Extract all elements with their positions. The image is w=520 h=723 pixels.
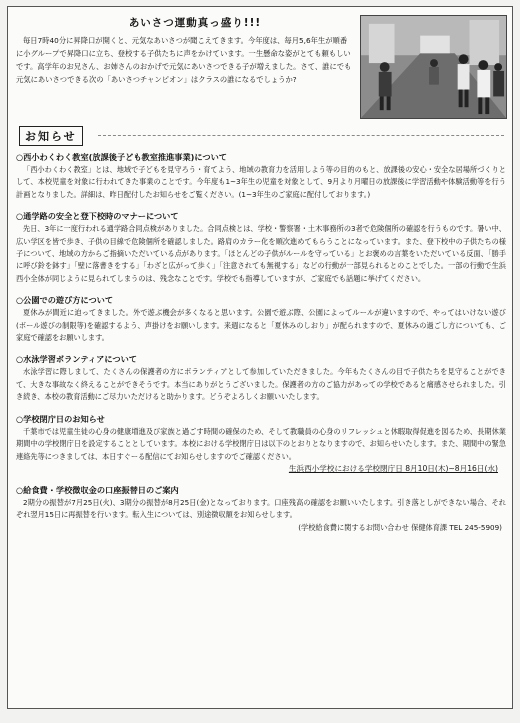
notice-title: ○西小わくわく教室(放課後子ども教室推進事業)について: [16, 152, 227, 162]
students-greeting-image: [361, 16, 506, 118]
notice-body: 千葉市では児童生徒の心身の健康増進及び家族と過ごす時間の確保のため、そして教職員の心身のリフレッシュと休暇取得促進を図るため、長期休業期間中の学校閉庁日を設定することとしています。本校における学校閉庁日は以下のとおりとなりますので、お知らせいたします。また、期間中の緊急連絡先等につきましては、本日すぐーる配信にてお知らせしますのでご確認ください。: [16, 426, 506, 461]
notices-list: [16, 151, 506, 543]
notice-body: 夏休みが間近に迫ってきました。外で遊ぶ機会が多くなると思います。公園で遊ぶ際、公園によってルールが違いますので、やってはいけない遊び(ボール遊びの制限等)を確認するよう、声掛けをお願いします。来週になると「夏休みのしおり」が配られますので、夏休みの過ごし方についても、ご家庭で確認をお願いします。: [16, 308, 506, 343]
notices-divider: [98, 135, 504, 136]
notices-heading: お知らせ: [19, 126, 83, 146]
notice-title: ○通学路の安全と登下校時のマナーについて: [16, 211, 179, 222]
notice-title: ○学校閉庁日のお知らせ: [16, 413, 105, 424]
greeting-body: 毎日7時40分に昇降口が開くと、元気なあいさつが聞こえてきます。今年度は、毎月5,6年生が順番に小グループで昇降口に立ち、登校する子供たちに声をかけています。一生懸命な姿がとても頼もしいです。高学年のお兄さん、お姉さんのおかげで元気にあいさつできる子が増えました。さて、誰にでも元気にあいさつできる次の「あいさつチャンピオン」はクラスの誰になるでしょうか?: [16, 36, 352, 84]
notice-park-play: [16, 294, 506, 344]
lunch-fee-contact: (学校給食費に関するお問い合わせ 保健体育課 TEL 245-5909): [298, 522, 502, 532]
notice-school-route: [16, 210, 506, 285]
notice-afterschool-class: [16, 151, 506, 201]
notice-body: 先日、3年に一度行われる通学路合同点検がありました。合同点検とは、学校・警察署・土木事務所の3者で危険個所の確認を行うものです。暑い中、広い学区を皆で歩き、子供の目線で危険個所を確認しました。路肩のカラー化を順次進めてもらうことになっています。また、登下校中の子供たちの様子について、地域の方からご指摘いただいている点があります。「ほとんどの子供がルールを守っている」とお褒めの言葉をいただいている反面、「勝手に呼び鈴を鉢す」「壁に落書きをする」「わざと広がって歩く」「注意されても無視する」などの行動が一部見られるとのことでした。一部の行動で生浜西小全体が同じように見られてしまうのは、残念なことです。学校でも指導していますが、ご家庭でも話題に挙げてください。: [16, 224, 506, 283]
notice-title: ○公園での遊び方について: [16, 295, 114, 306]
greeting-article: [16, 13, 354, 86]
notice-body: 水泳学習に際しまして、たくさんの保護者の方にボランティアとして参加していただきました。今年もたくさんの目で子供たちを見守ることができて、大きな事故なく終えることができそうです。本当にありがとうございました。保護者の方のご協力があっての学校であると痛感させられました。引き続き、本校の教育活動にご尽力いただけると助かります。どうぞよろしくお願いいたします。: [16, 367, 506, 402]
notice-school-closure: [16, 413, 506, 475]
greeting-photo: [360, 15, 507, 119]
newsletter-page: [7, 6, 513, 709]
notice-lunch-fee: [16, 484, 506, 534]
notice-swimming-volunteer: [16, 353, 506, 403]
greeting-title: あいさつ運動真っ盛り!!!: [128, 17, 262, 29]
notice-body: 2期分の振替が7月25日(火)、3期分の振替が8月25日(金)となっております。口座残高の確認をお願いいたします。引き落としができない場合、それぞれ翌月15日に再振替を行います。転入生については、別途徴収額をお知らせします。: [16, 497, 506, 520]
notice-title: ○水泳学習ボランティアについて: [16, 354, 137, 365]
notice-body: 「西小わくわく教室」とは、地域で子どもを見守ろう・育てよう、地域の教育力を活用しよう等の目的のもと、放課後の安心・安全な居場所づくりとして、本校児童を対象に行われてきた事業のことです。今年度も1~3年生の児童を対象として、9月より月曜日の放課後に学習活動や体験活動等を行う計画となりました。詳細は、昨日配付したお知らせをご覧ください。(1~3年生のご家庭に配付しております。): [16, 165, 506, 199]
notice-title: ○給食費・学校徴収金の口座振替日のご案内: [16, 484, 179, 495]
closure-dates: 生浜西小学校における学校閉庁日 8月10日(木)~8月16日(水): [288, 463, 498, 473]
